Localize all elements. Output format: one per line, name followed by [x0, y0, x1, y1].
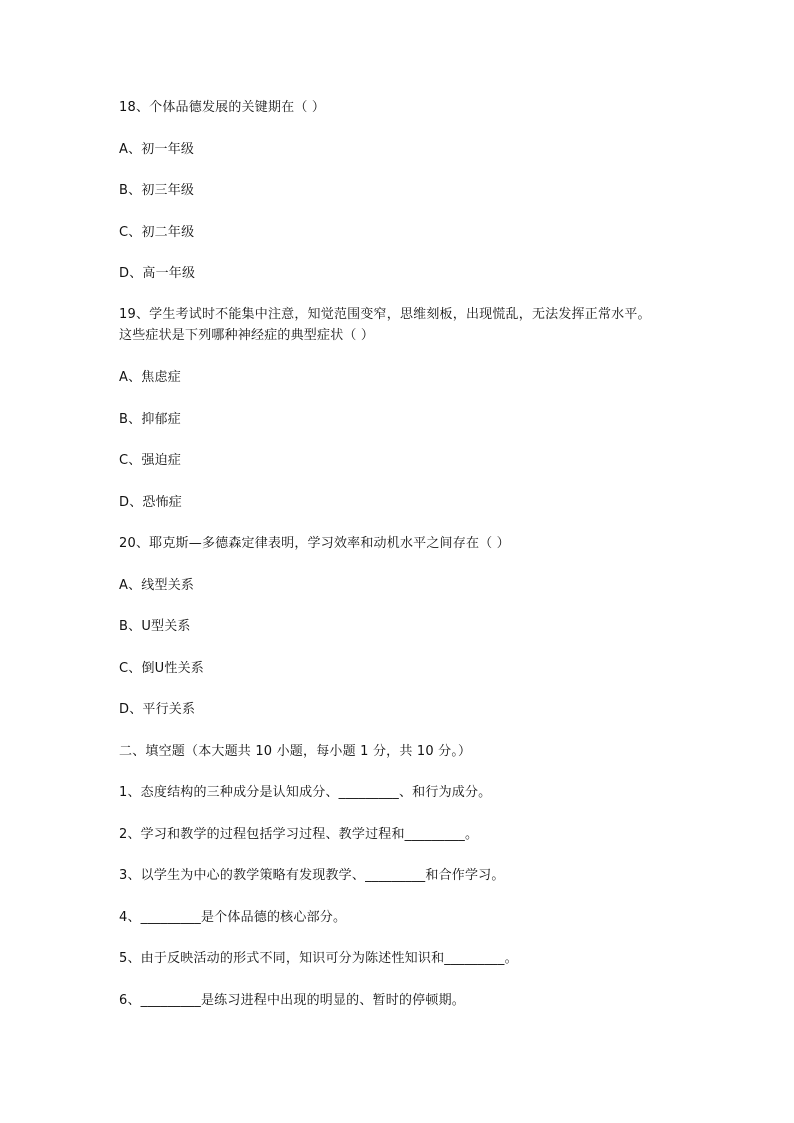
fill-blank-item-3: 3、以学生为中心的教学策略有发现教学、_________和合作学习。 — [119, 868, 505, 883]
question-18-option-c: C、初二年级 — [119, 225, 195, 240]
question-18-option-a: A、初一年级 — [119, 142, 195, 157]
question-20-option-a: A、线型关系 — [119, 578, 195, 593]
question-18-stem: 18、个体品德发展的关键期在（ ） — [119, 100, 326, 115]
question-19-option-d: D、恐怖症 — [119, 495, 183, 510]
question-19-option-c: C、强迫症 — [119, 453, 182, 468]
question-19-stem-line2: 这些症状是下列哪种神经症的典型症状（ ） — [119, 328, 375, 343]
fill-blank-item-2: 2、学习和教学的过程包括学习过程、教学过程和_________。 — [119, 827, 479, 842]
section-2-heading: 二、填空题（本大题共 10 小题，每小题 1 分，共 10 分。） — [119, 744, 472, 759]
fill-blank-item-6: 6、_________是练习进程中出现的明显的、暂时的停顿期。 — [119, 993, 465, 1008]
question-20-stem: 20、耶克斯—多德森定律表明，学习效率和动机水平之间存在（ ） — [119, 536, 510, 551]
fill-blank-item-1: 1、态度结构的三种成分是认知成分、_________、和行为成分。 — [119, 785, 492, 800]
question-19-option-b: B、抑郁症 — [119, 412, 181, 427]
question-19-stem-line1: 19、学生考试时不能集中注意，知觉范围变窄，思维刻板，出现慌乱，无法发挥正常水平。 — [119, 307, 651, 322]
fill-blank-item-4: 4、_________是个体品德的核心部分。 — [119, 910, 347, 925]
question-20-option-c: C、倒U性关系 — [119, 661, 204, 676]
question-18-option-b: B、初三年级 — [119, 183, 195, 198]
question-18-option-d: D、高一年级 — [119, 266, 196, 281]
question-19-option-a: A、焦虑症 — [119, 370, 181, 385]
fill-blank-item-5: 5、由于反映活动的形式不同，知识可分为陈述性知识和_________。 — [119, 951, 518, 966]
question-20-option-d: D、平行关系 — [119, 702, 196, 717]
question-20-option-b: B、U型关系 — [119, 619, 191, 634]
